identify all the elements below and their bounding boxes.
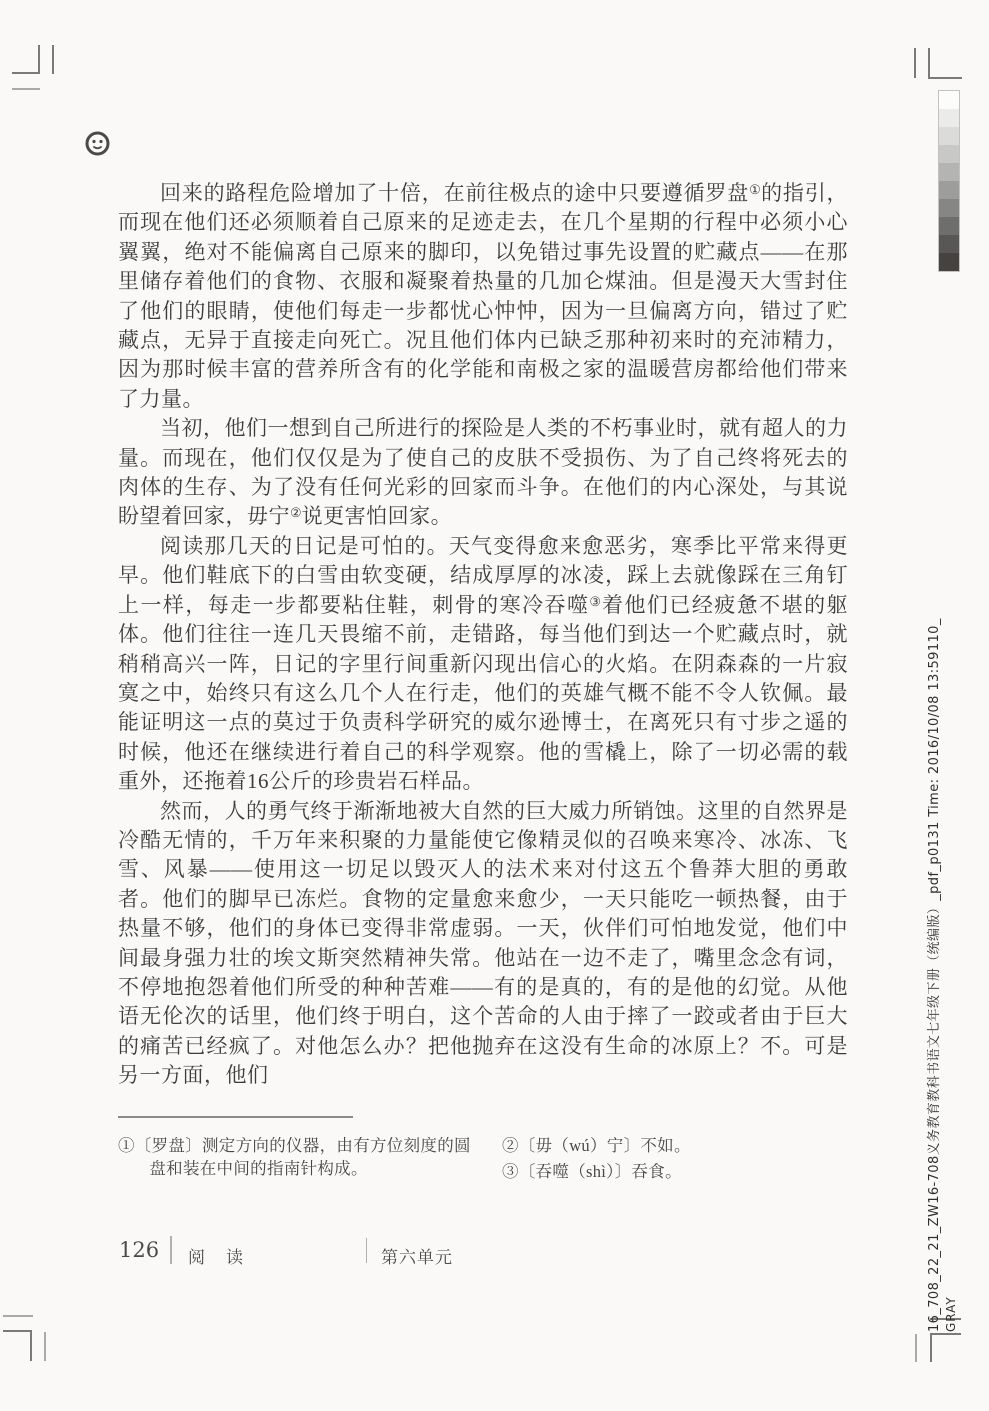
crop-mark-bottom-left-horizontal-b <box>3 1330 32 1332</box>
gray-step <box>939 235 959 253</box>
footnote-ref: ① <box>749 182 762 197</box>
crop-mark-bottom-right-horizontal-b <box>930 1333 961 1335</box>
footer-divider-1 <box>170 1236 172 1264</box>
footnote-ref: ② <box>290 505 302 521</box>
paragraph: 回来的路程危险增加了十倍，在前往极点的途中只要遵循罗盘①的指引，而现在他们还必须顺着自己原来的足迹走去，在几个星期的行程中必须小心翼翼，绝对不能偏离自己原来的脚印，以免错过事先设置的贮藏点——在那里储存着他们的食物、衣服和凝聚着热量的几加仑煤油。但是漫天大雪封住了他们的眼睛，使他们每走一步都忧心忡忡，因为一旦偏离方向，错过了贮藏点，无异于直接走向死亡。况且他们体内已缺乏那种初来时的充沛精力，因为那时候丰富的营养所含有的化学能和南极之家的温暖营房都给他们带来了力量。 <box>118 181 849 411</box>
footnote-column-left <box>118 1134 476 1186</box>
footnote-column-right <box>502 1134 848 1186</box>
crop-mark-top-left-vertical-b <box>52 45 54 74</box>
crop-mark-top-right-horizontal <box>928 77 962 79</box>
gray-step <box>939 253 959 271</box>
crop-mark-top-right-vertical-b <box>928 48 930 79</box>
crop-mark-bottom-left-horizontal-a <box>3 1315 33 1317</box>
footer-section-label: 阅 读 <box>188 1248 245 1267</box>
crop-mark-top-left-horizontal-b <box>12 88 40 90</box>
imprint-gray-label: GRAY <box>944 1296 958 1332</box>
footnote-1: ①〔罗盘〕测定方向的仪器，由有方位刻度的圆盘和装在中间的指南针构成。 <box>118 1136 471 1178</box>
smiley-icon <box>85 131 110 156</box>
crop-mark-top-left-vertical-a <box>38 45 40 74</box>
paragraph: 阅读那几天的日记是可怕的。天气变得愈来愈恶劣，寒季比平常来得更早。他们鞋底下的白雪由软变硬，结成厚厚的冰凌，踩上去就像踩在三角钉上一样，每走一步都要粘住鞋，刺骨的寒冷吞噬③着他们已经疲惫不堪的躯体。他们往往一连几天畏缩不前，走错路，每当他们到达一个贮藏点时，就稍稍高兴一阵，日记的字里行间重新闪现出信心的火焰。在阴森森的一片寂寞之中，始终只有这么几个人在行走，他们的英雄气概不能不令人钦佩。最能证明这一点的莫过于负责科学研究的威尔逊博士，在离死只有寸步之遥的时候，他还在继续进行着自己的科学观察。他的雪橇上，除了一切必需的载重外，还拖着16公斤的珍贵岩石样品。 <box>118 533 849 794</box>
crop-mark-top-left-horizontal-a <box>12 72 40 74</box>
gray-step <box>939 109 959 127</box>
paragraph: 然而，人的勇气终于渐渐地被大自然的巨大威力所销蚀。这里的自然界是冷酷无情的，千万年来积聚的力量能使它像精灵似的召唤来寒冷、冰冻、飞雪、风暴——使用这一切足以毁灭人的法术来对付这五个鲁莽大胆的勇敢者。他们的脚早已冻烂。食物的定量愈来愈少，一天只能吃一顿热餐，由于热量不够，他们的身体已变得非常虚弱。一天，伙伴们可怕地发觉，他们中间最身强力壮的埃文斯突然精神失常。他站在一边不走了，嘴里念念有词，不停地抱怨着他们所受的种种苦难——有的是真的，有的是他的幻觉。从他语无伦次的话里，他们终于明白，这个苦命的人由于摔了一跤或者由于巨大的痛苦已经疯了。对他怎么办？把他抛弃在这没有生命的冰原上？不。可是另一方面，他们 <box>118 798 848 1088</box>
imprint-line: 16_708_22_21_ZW16-708义务教育教科书语文七年级下册（统编版）_pdf_p0131 Time: 2016/10/08 13:59110_ <box>927 618 942 1332</box>
footer-unit-label: 第六单元 <box>381 1248 453 1267</box>
footnote-ref: ③ <box>589 593 603 609</box>
gray-step <box>939 181 959 199</box>
footnotes <box>118 1134 848 1186</box>
paragraph: 当初，他们一想到自己所进行的探险是人类的不朽事业时，就有超人的力量。而现在，他们仅仅是为了使自己的皮肤不受损伤、为了自己终将死去的肉体的生存、为了没有任何光彩的回家而斗争。在他们的内心深处，与其说盼望着回家，毋宁②说更害怕回家。 <box>118 416 848 529</box>
grayscale-strip <box>938 90 960 272</box>
footnote-3: ③〔吞噬（shì）〕吞食。 <box>502 1162 682 1181</box>
footnote-divider <box>118 1116 353 1118</box>
gray-step <box>939 127 959 145</box>
crop-mark-bottom-left-vertical-a <box>30 1330 32 1361</box>
crop-mark-bottom-right-vertical-b <box>915 1334 917 1362</box>
body-text <box>118 179 848 1091</box>
gray-step <box>939 91 959 109</box>
imprint-sidebar <box>927 618 959 1332</box>
crop-mark-bottom-left-vertical-b <box>44 1332 46 1361</box>
gray-step <box>939 145 959 163</box>
footer-divider-2 <box>366 1238 367 1263</box>
gray-step <box>939 199 959 217</box>
footnote-2: ②〔毋（wú）宁〕不如。 <box>502 1136 691 1155</box>
crop-mark-bottom-right-vertical-a <box>930 1333 932 1362</box>
page-number: 126 <box>119 1238 160 1262</box>
gray-step <box>939 217 959 235</box>
crop-mark-top-right-vertical-a <box>914 48 916 78</box>
gray-step <box>939 163 959 181</box>
